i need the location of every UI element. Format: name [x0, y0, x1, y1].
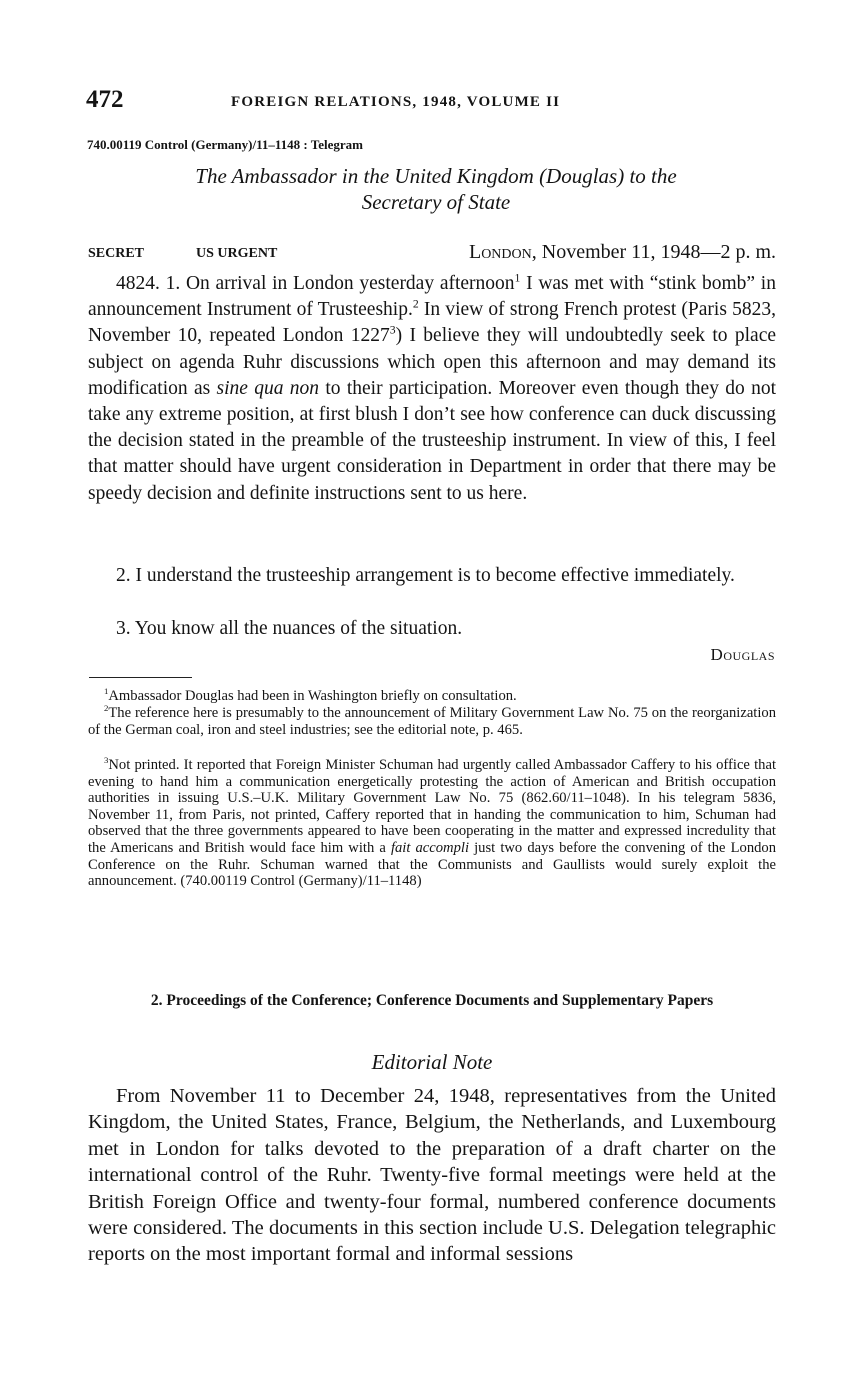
file-number: 740.00119 Control (Germany)/11–1148 : Telegram	[87, 137, 363, 152]
precedence-label: US URGENT	[196, 246, 278, 261]
latin-phrase: sine qua non	[216, 377, 320, 399]
document-title-line-2: Secretary of State	[361, 190, 511, 214]
footnote-ref-3: 3	[389, 323, 396, 337]
paragraph-text: In view of strong French protest (Paris 5823, November 10, repeated London 1227	[88, 299, 776, 347]
footnote-2	[88, 705, 776, 738]
footnote-1	[88, 688, 776, 705]
footnote-3-text: Not printed. It reported that Foreign Minister Schuman had urgently called Ambassador Caffery to his office that evening to hand him a communication energetically protesting the action of American and British occupation authorities in issuing U.S.–U.K. Military Government Law No. 75 (862.60/11–1048). In his telegram 5836, November 11, from Paris, not printed, Caffery reported that in handing the communication to him, Schuman had observed that the three governments appeared to have been cooperating in the matter and expressed incredulity that the Americans and British would face him with a	[88, 757, 776, 856]
telegram-paragraph-2: 2. I understand the trusteeship arrangement is to become effective immediately.	[116, 565, 735, 586]
footnote-mark-3: 3	[104, 755, 109, 766]
footnote-ref-2: 2	[412, 297, 419, 311]
editorial-note-title: Editorial Note	[371, 1050, 493, 1074]
paragraph-text: 4824. 1. On arrival in London yesterday afternoon	[116, 273, 515, 294]
footnote-ref-1: 1	[514, 271, 521, 285]
paragraph-text: ) I believe they will undoubtedly seek to place subject on agenda Ruhr discussions which open this afternoon and may demand its modification as	[88, 325, 777, 399]
document-title	[120, 163, 752, 215]
footnote-2-text: The reference here is presumably to the announcement of Military Government Law No. 75 on the reorganization of the German coal, iron and steel industries; see the editorial note, p. 465.	[88, 705, 776, 738]
footnote-divider	[89, 677, 192, 678]
paragraph-text: to their participation. Moreover even though they do not take any extreme position, at first blush I don’t see how conference can duck discussing the decision stated in the preamble of the trusteeship instrument. In view of this, I feel that matter should have urgent consideration in Department in order that there may be speedy decision and definite instructions sent to us here.	[88, 377, 776, 504]
paragraph-text: I was met with “stink bomb” in announcement Instrument of Trusteeship.	[88, 273, 776, 321]
footnote-3-text-end: just two days before the convening of the London Conference on the Ruhr. Schuman warned that the Communists and Gaullists would surely exploit the announcement. (740.00119 Control (Germany)/11–1148)	[88, 839, 777, 890]
page-number: 472	[86, 86, 124, 113]
document-title-line-1: The Ambassador in the United Kingdom (Douglas) to the	[195, 164, 677, 188]
signature: Douglas	[710, 645, 775, 664]
classification-label: SECRET	[88, 246, 145, 261]
telegram-paragraph-1	[88, 271, 776, 507]
telegram-header	[88, 241, 776, 265]
footnote-1-text: Ambassador Douglas had been in Washington briefly on consultation.	[108, 688, 517, 704]
dateline-city: London	[468, 241, 532, 263]
telegram-paragraph-3: 3. You know all the nuances of the situation.	[116, 618, 463, 639]
footnote-mark-1: 1	[104, 686, 109, 697]
running-head	[86, 86, 776, 116]
footnote-mark-2: 2	[104, 703, 109, 714]
dateline	[469, 241, 776, 264]
dateline-date: , November 11, 1948—2 p. m.	[531, 241, 776, 263]
editorial-note-text: From November 11 to December 24, 1948, representatives from the United Kingdom, the United States, France, Belgium, the Netherlands, and Luxembourg met in London for talks devoted to the preparation of a draft charter on the international control of the Ruhr. Twenty-five formal meetings were held at the British Foreign Office and twenty-four formal, numbered conference documents were considered. The documents in this section include U.S. Delegation telegraphic reports on the most important formal and informal sessions	[88, 1085, 776, 1266]
footnote-3-italic: fait accompli	[390, 839, 470, 856]
footnote-3	[88, 757, 776, 890]
running-title: FOREIGN RELATIONS, 1948, VOLUME II	[231, 94, 561, 110]
section-heading: 2. Proceedings of the Conference; Conference Documents and Supplementary Papers	[150, 992, 714, 1009]
